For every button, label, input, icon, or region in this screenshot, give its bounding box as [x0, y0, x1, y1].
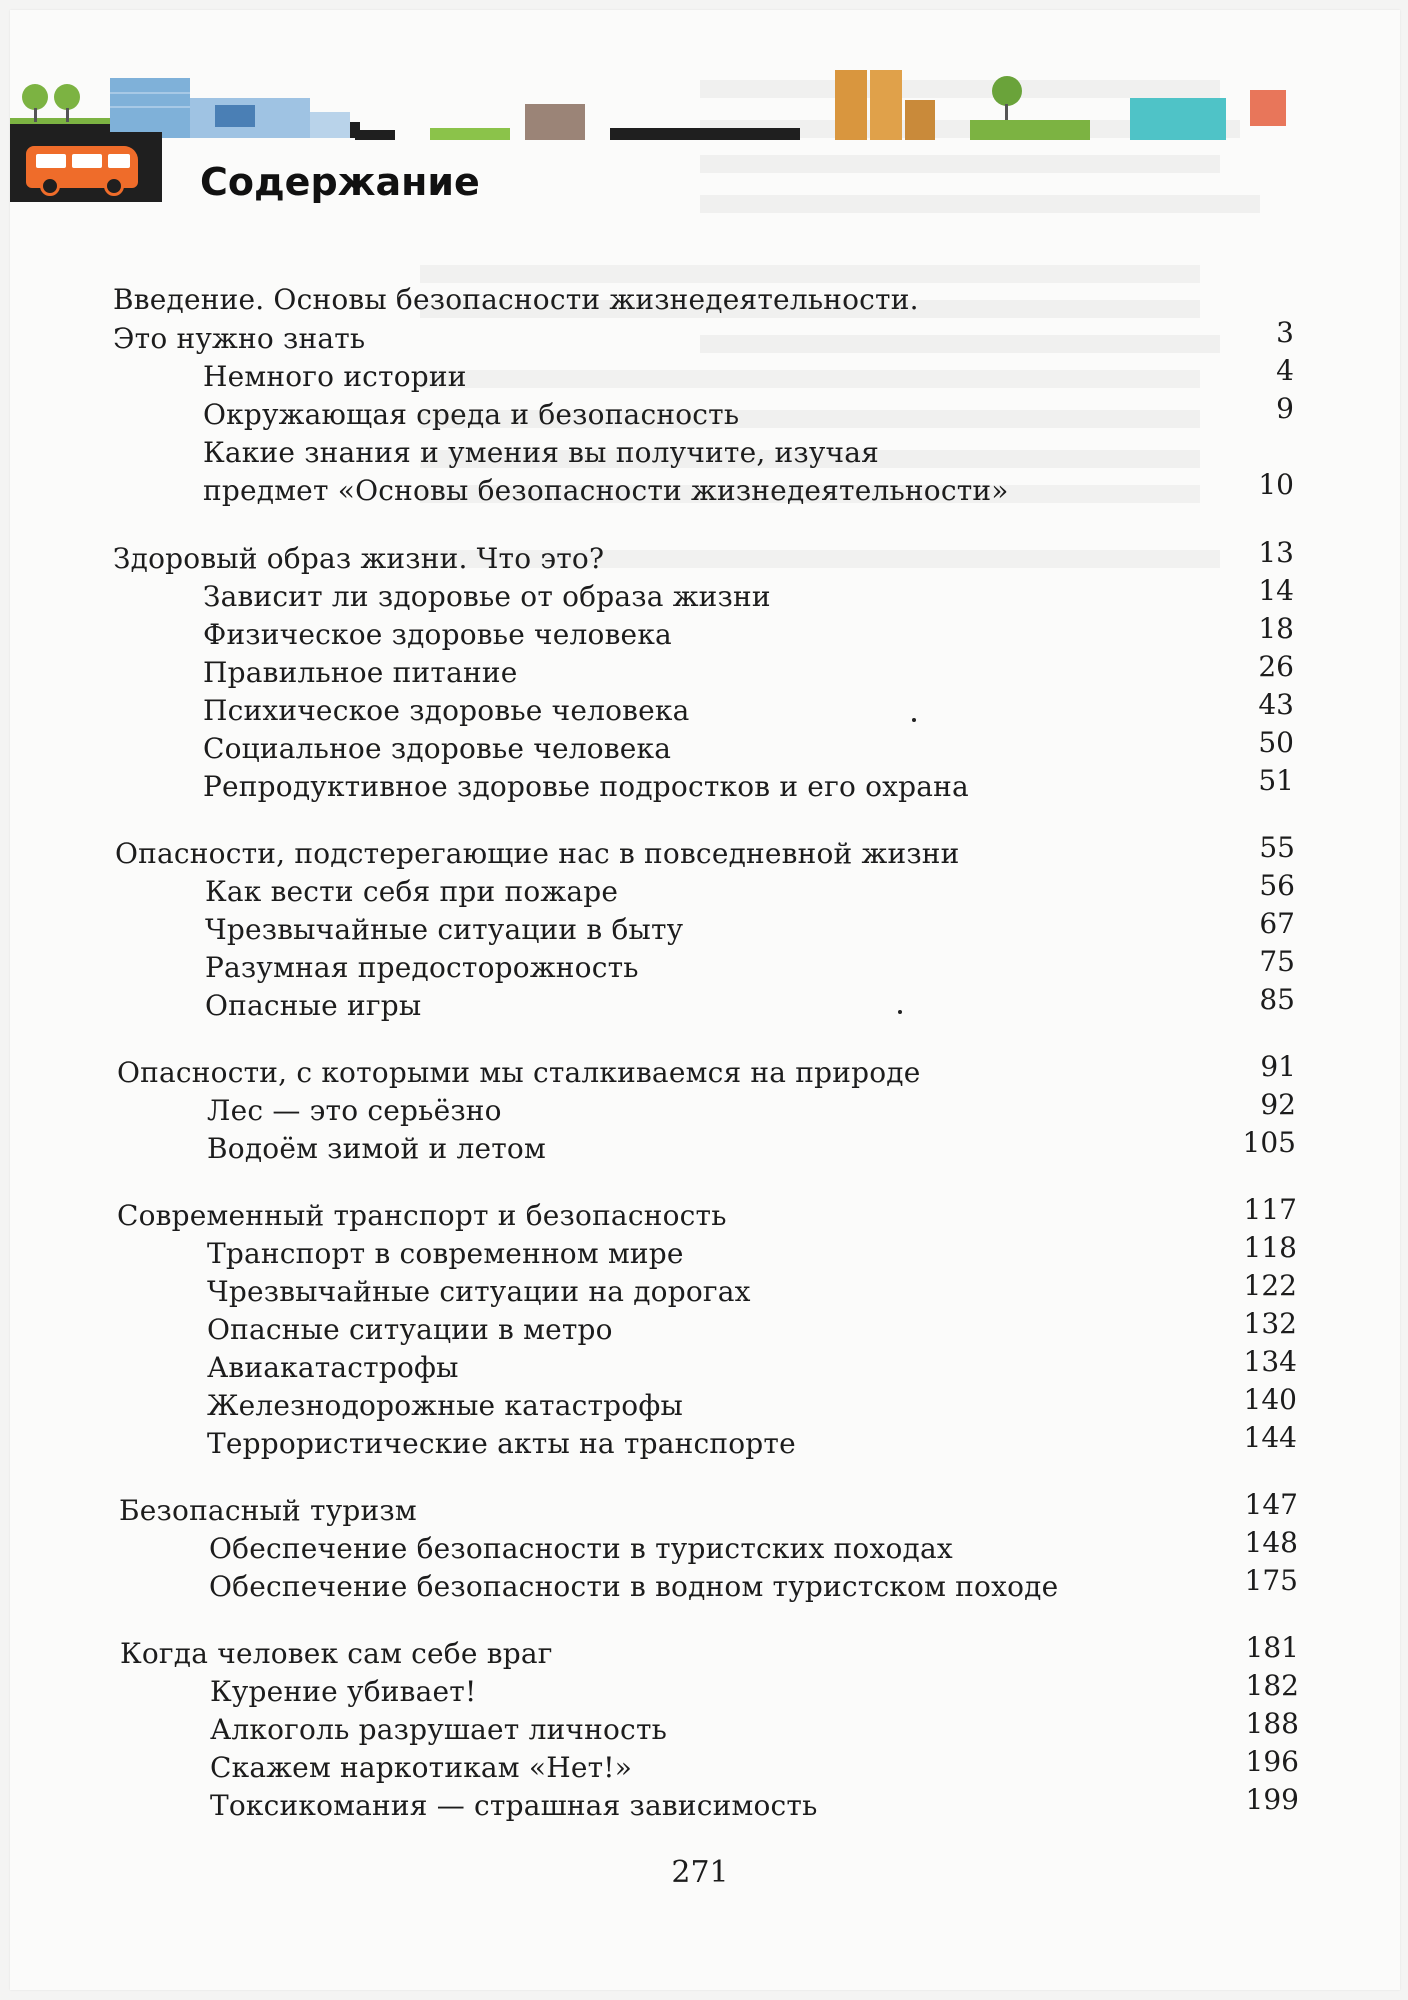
toc-entry-page: 117: [1243, 1193, 1297, 1226]
toc-entry-text: Это нужно знать: [113, 322, 366, 355]
toc-entry-page: 43: [1258, 688, 1294, 721]
toc-entry-text: Правильное питание: [203, 656, 518, 689]
toc-entry-page: 50: [1258, 726, 1294, 759]
toc-entry-text: Разумная предосторожность: [205, 951, 639, 984]
toc-entry-text: Опасности, с которыми мы сталкиваемся на природе: [117, 1056, 921, 1089]
bus-badge: [10, 132, 162, 202]
toc-entry-text: Немного истории: [203, 360, 467, 393]
toc-entry-page: 67: [1259, 907, 1295, 940]
toc-entry-page: 18: [1258, 612, 1294, 645]
toc-entry-text: Обеспечение безопасности в водном туристском походе: [209, 1570, 1059, 1603]
toc-entry-page: 188: [1245, 1707, 1299, 1740]
toc-entry-page: 118: [1243, 1231, 1297, 1264]
toc-entry-page: 134: [1243, 1345, 1297, 1378]
toc-entry-text: Опасные игры: [205, 989, 422, 1022]
toc-entry-text: предмет «Основы безопасности жизнедеятельности»: [203, 474, 1009, 507]
page-title: Содержание: [200, 160, 480, 204]
stray-dot: [898, 1010, 902, 1014]
toc-entry-text: Железнодорожные катастрофы: [207, 1389, 683, 1422]
toc-entry-page: 122: [1243, 1269, 1297, 1302]
toc-entry-text: Когда человек сам себе враг: [120, 1637, 553, 1670]
toc-entry-text: Социальное здоровье человека: [203, 732, 672, 765]
toc-entry-page: 10: [1258, 468, 1294, 501]
toc-entry-page: 4: [1276, 354, 1294, 387]
toc-entry-page: 91: [1260, 1050, 1296, 1083]
toc-entry-text: Как вести себя при пожаре: [205, 875, 619, 908]
toc-entry-text: Репродуктивное здоровье подростков и его охрана: [203, 770, 969, 803]
toc-entry-page: 56: [1259, 869, 1295, 902]
toc-entry-page: 181: [1245, 1631, 1299, 1664]
toc-entry-text: Безопасный туризм: [119, 1494, 417, 1527]
toc-entry-text: Психическое здоровье человека: [203, 694, 690, 727]
toc-entry-page: 147: [1244, 1488, 1298, 1521]
toc-entry-page: 26: [1258, 650, 1294, 683]
bus-icon: [26, 146, 138, 188]
toc-entry-text: Террористические акты на транспорте: [207, 1427, 796, 1460]
toc-entry-page: 144: [1243, 1421, 1297, 1454]
city-skyline-banner: [10, 70, 1300, 140]
toc-entry-page: 182: [1245, 1669, 1299, 1702]
toc-entry-text: Введение. Основы безопасности жизнедеятельности.: [113, 283, 919, 316]
toc-entry-page: 51: [1258, 764, 1294, 797]
toc-entry-page: 148: [1244, 1526, 1298, 1559]
toc-entry-page: 13: [1258, 536, 1294, 569]
toc-entry-text: Современный транспорт и безопасность: [117, 1199, 727, 1232]
toc-entry-text: Токсикомания — страшная зависимость: [210, 1789, 818, 1822]
toc-entry-page: 9: [1276, 392, 1294, 425]
toc-entry-text: Лес — это серьёзно: [207, 1094, 502, 1127]
toc-entry-text: Водоём зимой и летом: [207, 1132, 546, 1165]
toc-entry-text: Опасные ситуации в метро: [207, 1313, 613, 1346]
toc-entry-text: Курение убивает!: [210, 1675, 477, 1708]
toc-entry-page: 92: [1260, 1088, 1296, 1121]
toc-entry-page: 140: [1243, 1383, 1297, 1416]
toc-entry-text: Опасности, подстерегающие нас в повседневной жизни: [115, 837, 960, 870]
toc-entry-page: 196: [1245, 1745, 1299, 1778]
toc-entry-text: Окружающая среда и безопасность: [203, 398, 740, 431]
toc-entry-text: Какие знания и умения вы получите, изучая: [203, 436, 880, 469]
toc-entry-page: 175: [1244, 1564, 1298, 1597]
toc-entry-text: Обеспечение безопасности в туристских походах: [209, 1532, 953, 1565]
toc-entry-page: 3: [1276, 316, 1294, 349]
toc-entry-page: 85: [1259, 983, 1295, 1016]
toc-entry-page: 105: [1242, 1126, 1296, 1159]
toc-entry-text: Чрезвычайные ситуации на дорогах: [207, 1275, 751, 1308]
page-number: 271: [671, 1855, 729, 1890]
toc-entry-text: Зависит ли здоровье от образа жизни: [203, 580, 771, 613]
toc-entry-page: 14: [1258, 574, 1294, 607]
toc-entry-text: Авиакатастрофы: [207, 1351, 459, 1384]
toc-entry-text: Транспорт в современном мире: [207, 1237, 684, 1270]
toc-entry-page: 55: [1259, 831, 1295, 864]
toc-entry-page: 132: [1243, 1307, 1297, 1340]
toc-entry-text: Здоровый образ жизни. Что это?: [113, 542, 605, 575]
toc-entry-text: Алкоголь разрушает личность: [210, 1713, 668, 1746]
stray-dot: [912, 718, 916, 722]
toc-entry-page: 199: [1245, 1783, 1299, 1816]
toc-entry-page: 75: [1259, 945, 1295, 978]
toc-entry-text: Чрезвычайные ситуации в быту: [205, 913, 684, 946]
toc-entry-text: Скажем наркотикам «Нет!»: [210, 1751, 633, 1784]
toc-entry-text: Физическое здоровье человека: [203, 618, 672, 651]
